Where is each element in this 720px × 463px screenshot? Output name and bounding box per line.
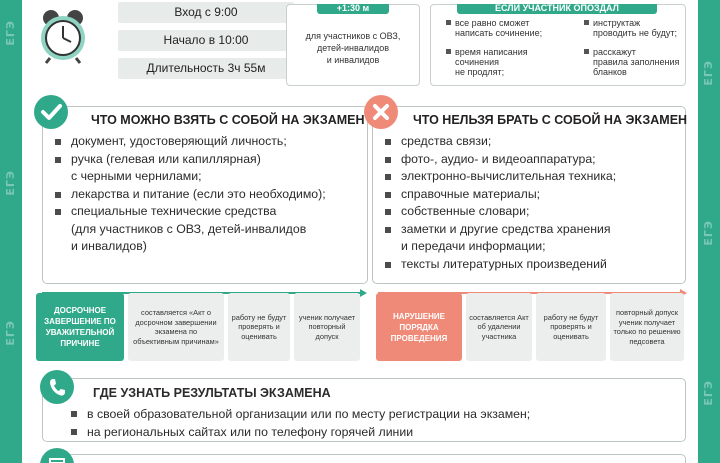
list-item-continued: с черными чернилами;	[71, 169, 202, 183]
phone-icon	[40, 370, 74, 404]
list-item: тексты литературных произведений	[385, 256, 683, 274]
violation-flow-lead: НАРУШЕНИЕ ПОРЯДКА ПРОВЕДЕНИЯ	[376, 293, 462, 361]
cross-icon	[364, 95, 398, 129]
list-item: документ, удостоверяющий личность;	[55, 133, 365, 151]
early-flow-arrow-head	[360, 289, 367, 297]
info-sheet	[22, 0, 698, 463]
list-item: заметки и другие средства хранения	[385, 221, 683, 239]
entry-time: Вход с 9:00	[118, 2, 294, 23]
start-time: Начало в 10:00	[118, 30, 294, 51]
list-item: специальные технические средства	[55, 203, 365, 221]
early-flow-lead: ДОСРОЧНОЕ ЗАВЕРШЕНИЕ ПО УВАЖИТЕЛЬНОЙ ПРИЧИНЕ	[36, 293, 124, 361]
list-item-continued: (для участников с ОВЗ, детей-инвалидов	[71, 221, 307, 236]
results-box	[42, 378, 686, 442]
watermark-left-3: ЕГЭ	[4, 320, 17, 346]
violation-flow-step: составляется Акт об удалении участника	[466, 293, 532, 361]
late-item: инструктаж проводить не будут;	[593, 18, 677, 38]
list-item: справочные материалы;	[385, 186, 683, 204]
list-item: электронно-вычислительная техника;	[385, 168, 683, 186]
violation-flow-step: работу не будут проверять и оценивать	[536, 293, 606, 361]
watermark-right-2: ЕГЭ	[702, 220, 715, 246]
list-item: ручка (гелевая или капиллярная)	[55, 151, 365, 169]
forbidden-list	[385, 133, 683, 273]
ovz-badge: +1:30 м	[317, 4, 389, 14]
list-item-continued: и передачи информации;	[401, 239, 546, 253]
check-icon	[34, 95, 68, 129]
early-flow-step: составляется «Акт о досрочном завершении экзамена по объективным причинам»	[128, 293, 224, 361]
ovz-text	[287, 30, 419, 66]
calendar-icon	[40, 448, 74, 463]
allowed-title: ЧТО МОЖНО ВЗЯТЬ С СОБОЙ НА ЭКЗАМЕН	[91, 113, 365, 127]
list-item: фото-, аудио- и видеоаппаратура;	[385, 151, 683, 169]
ovz-line: детей-инвалидов	[316, 43, 389, 53]
forbidden-title: ЧТО НЕЛЬЗЯ БРАТЬ С СОБОЙ НА ЭКЗАМЕН	[413, 113, 688, 127]
late-badge: ЕСЛИ УЧАСТНИК ОПОЗДАЛ	[457, 4, 657, 14]
allowed-list	[55, 133, 365, 256]
forbidden-box	[372, 106, 686, 284]
late-item: расскажут правила заполнения бланков	[593, 47, 679, 77]
late-card	[430, 4, 686, 86]
list-item-continued: и инвалидов)	[71, 239, 147, 253]
ovz-line: для участников с ОВЗ,	[305, 31, 401, 41]
watermark-left-1: ЕГЭ	[4, 20, 17, 46]
watermark-right-1: ЕГЭ	[702, 60, 715, 86]
results-title: ГДЕ УЗНАТЬ РЕЗУЛЬТАТЫ ЭКЗАМЕНА	[93, 386, 331, 400]
ovz-card	[286, 4, 420, 86]
list-item: лекарства и питание (если это необходимо);	[55, 186, 365, 204]
late-item: все равно сможет написать сочинение;	[455, 18, 542, 38]
list-item: собственные словари;	[385, 203, 683, 221]
next-section-box	[42, 454, 686, 463]
list-item: средства связи;	[385, 133, 683, 151]
ovz-line: и инвалидов	[326, 55, 380, 65]
alarm-clock-icon	[36, 4, 90, 64]
late-item: время написания сочинения не продлят;	[455, 47, 528, 77]
allowed-box	[42, 106, 368, 284]
list-item: в своей образовательной организации или по месту регистрации на экзамен;	[71, 405, 530, 423]
watermark-left-2: ЕГЭ	[4, 170, 17, 196]
list-item: на региональных сайтах или по телефону горячей линии	[71, 423, 530, 441]
violation-flow-step: повторный допуск ученик получает только по решению педсовета	[610, 293, 684, 361]
watermark-right-3: ЕГЭ	[702, 380, 715, 406]
early-flow-step: работу не будут проверять и оценивать	[228, 293, 290, 361]
duration: Длительность 3ч 55м	[118, 58, 294, 79]
results-list	[71, 405, 530, 441]
early-flow-step: ученик получает повторный допуск	[294, 293, 360, 361]
